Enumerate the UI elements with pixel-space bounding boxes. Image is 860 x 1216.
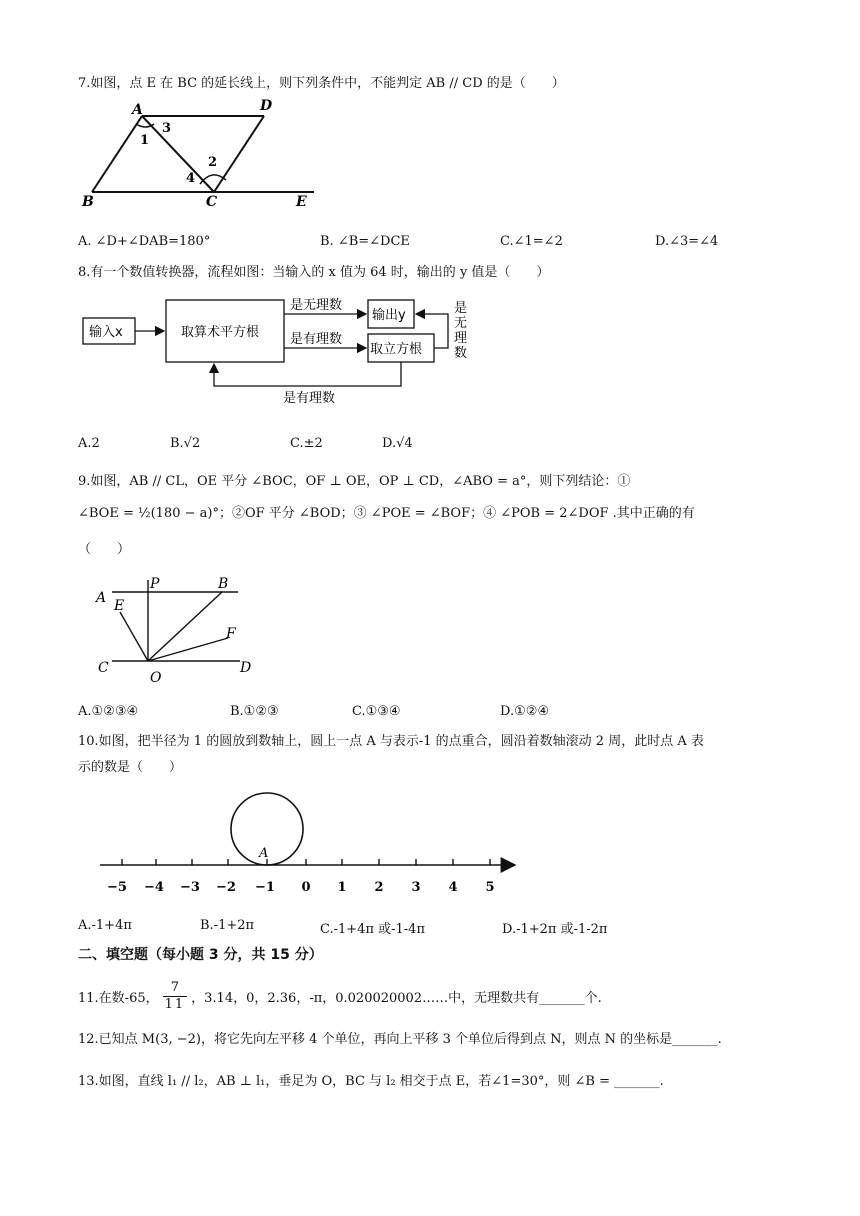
q9-label-A: A (96, 590, 107, 606)
q8-side-label-1: 是 (454, 301, 468, 316)
q7-option-a: A. ∠D+∠DAB=180° (78, 234, 211, 249)
q7-label-B: B (82, 194, 94, 210)
q8-side-label-4: 数 (454, 346, 468, 361)
q7-label-D: D (260, 98, 273, 114)
q9-label-P: P (150, 576, 160, 592)
q11-stem-pre: 11.在数-65， (78, 991, 159, 1006)
q8-flowchart (78, 290, 498, 410)
q11-fraction (163, 980, 188, 1013)
q9-stem-line1: 9.如图，AB // CL，OE 平分 ∠BOC，OF ⊥ OE，OP ⊥ CD，∠ABO = a°，则下列结论：① (78, 474, 631, 489)
q10-number-line-figure (95, 785, 525, 900)
q8-side-label-2: 无 (454, 316, 468, 331)
q9-label-B: B (218, 576, 229, 592)
q9-label-F: F (226, 626, 236, 642)
q9-option-c: C.①③④ (352, 704, 401, 719)
q8-bottom-label: 是有理数 (283, 391, 336, 406)
q7-option-d: D.∠3=∠4 (655, 234, 719, 249)
q8-input-box: 输入x (89, 325, 123, 340)
section-heading-fill-in: 二、填空题（每小题 3 分，共 15 分） (78, 947, 323, 963)
q9-option-a: A.①②③④ (78, 704, 139, 719)
q11-fraction-denominator: 11 (164, 997, 186, 1012)
q7-angle-4: 4 (186, 171, 196, 186)
q11-stem (78, 982, 602, 1015)
q10-point-A: A (259, 846, 269, 861)
q10-tick-label: −4 (144, 880, 164, 895)
q7-label-A: A (132, 102, 143, 118)
q10-tick-label: −5 (107, 880, 127, 895)
q8-option-b: B.√2 (170, 436, 201, 451)
q7-label-E: E (296, 194, 307, 210)
q10-option-b: B.-1+2π (200, 918, 255, 933)
q9-option-d: D.①②④ (500, 704, 550, 719)
q7-option-b: B. ∠B=∠DCE (320, 234, 410, 249)
q10-tick-label: −3 (180, 880, 200, 895)
q9-label-E: E (114, 598, 125, 614)
q10-stem-line1: 10.如图，把半径为 1 的圆放到数轴上，圆上一点 A 与表示-1 的点重合，圆沿着数轴滚动 2 周，此时点 A 表 (78, 734, 704, 749)
q8-option-c: C.±2 (290, 436, 323, 451)
q7-angle-3: 3 (162, 121, 172, 136)
q8-cbrt-box: 取立方根 (370, 342, 423, 357)
q9-stem-line2: ∠BOE = ½(180 − a)°；②OF 平分 ∠BOD；③ ∠POE = ∠BOF；④ ∠POB = 2∠DOF .其中正确的有 (78, 506, 695, 521)
q9-label-C: C (98, 660, 109, 676)
q7-angle-1: 1 (140, 133, 150, 148)
q10-option-c: C.-1+4π 或-1-4π (320, 922, 425, 937)
q9-label-O: O (150, 670, 162, 686)
q10-tick-label: 2 (374, 880, 384, 895)
q7-label-C: C (206, 194, 218, 210)
q11-stem-post: ，3.14，0，2.36，-π，0.020020002……中，无理数共有_______个. (191, 991, 602, 1006)
q10-tick-label: −2 (216, 880, 236, 895)
q10-tick-label: 0 (301, 880, 311, 895)
q7-angle-2: 2 (208, 155, 218, 170)
q8-option-d: D.√4 (382, 436, 413, 451)
q10-tick-label: −1 (255, 880, 275, 895)
q10-option-d: D.-1+2π 或-1-2π (502, 922, 608, 937)
q8-rational-label: 是有理数 (290, 332, 343, 347)
q8-stem: 8.有一个数值转换器，流程如图：当输入的 x 值为 64 时，输出的 y 值是（ ） (78, 265, 550, 280)
q8-sqrt-box: 取算术平方根 (181, 325, 260, 340)
q7-figure (78, 96, 328, 211)
q10-tick-label: 1 (337, 880, 347, 895)
q13-stem: 13.如图，直线 l₁ // l₂，AB ⊥ l₁，垂足为 O，BC 与 l₂ 相交于点 E，若∠1=30°，则 ∠B = _______. (78, 1074, 664, 1089)
q9-option-b: B.①②③ (230, 704, 279, 719)
q7-option-c: C.∠1=∠2 (500, 234, 563, 249)
q10-tick-label: 4 (448, 880, 458, 895)
q10-tick-label: 5 (485, 880, 495, 895)
q9-figure (90, 572, 270, 690)
q10-stem-line2: 示的数是（ ） (78, 760, 183, 775)
q8-output-box: 输出y (372, 308, 406, 323)
q8-option-a: A.2 (78, 436, 100, 451)
q12-stem: 12.已知点 M(3, −2)，将它先向左平移 4 个单位，再向上平移 3 个单位后得到点 N，则点 N 的坐标是_______. (78, 1032, 722, 1047)
q9-label-D: D (240, 660, 252, 676)
q8-side-label-3: 理 (454, 331, 468, 346)
q10-tick-label: 3 (411, 880, 421, 895)
q8-irrational-label: 是无理数 (290, 298, 343, 313)
q7-stem: 7.如图，点 E 在 BC 的延长线上，则下列条件中，不能判定 AB // CD 的是（ ） (78, 76, 565, 91)
q9-stem-line3: （ ） (78, 542, 131, 557)
q11-fraction-numerator: 7 (163, 980, 188, 997)
q10-option-a: A.-1+4π (78, 918, 132, 933)
